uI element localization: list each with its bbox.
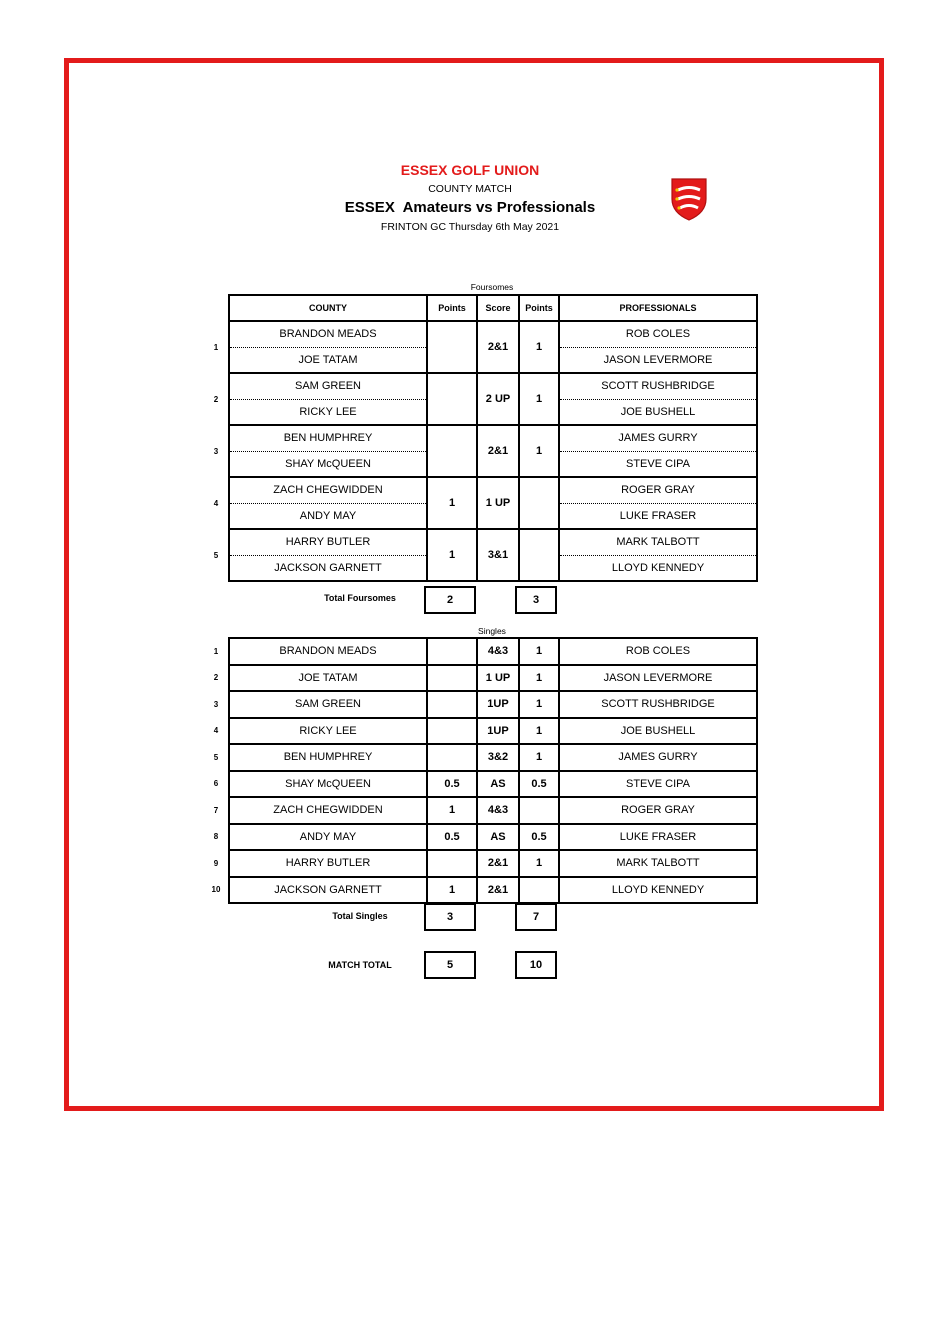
match-number: 3 (213, 446, 219, 456)
score-column-header: Score (477, 295, 519, 321)
singles-match-row (204, 771, 757, 798)
county-points (427, 425, 477, 477)
match-score: 1UP (477, 718, 519, 745)
foursomes-match-row (204, 529, 757, 555)
foursomes-table (204, 294, 758, 582)
essex-seaxes-shield-icon (668, 177, 710, 221)
county-column-header: COUNTY (229, 295, 427, 321)
total-foursomes-label: Total Foursomes (324, 593, 396, 603)
county-player: BRANDON MEADS (229, 638, 427, 665)
match-number: 1 (213, 342, 219, 352)
match-score: AS (477, 824, 519, 851)
foursomes-body (204, 321, 757, 581)
match-score: 3&1 (477, 529, 519, 581)
match-number: 4 (213, 726, 219, 736)
county-points: 1 (427, 797, 477, 824)
county-player: JOE TATAM (229, 665, 427, 692)
pro-points: 1 (519, 373, 559, 425)
match-score: 4&3 (477, 797, 519, 824)
county-points: 1 (427, 877, 477, 904)
pro-points: 0.5 (519, 824, 559, 851)
county-points (427, 665, 477, 692)
county-points: 0.5 (427, 824, 477, 851)
pro-points: 1 (519, 718, 559, 745)
match-score: 2&1 (477, 877, 519, 904)
county-points (427, 373, 477, 425)
pro-points: 0.5 (519, 771, 559, 798)
total-foursomes-county: 2 (424, 586, 476, 614)
total-singles-county: 3 (424, 903, 476, 931)
pro-points (519, 477, 559, 529)
county-player: JACKSON GARNETT (229, 877, 427, 904)
pro-player: JASON LEVERMORE (559, 347, 757, 373)
county-player: HARRY BUTLER (229, 850, 427, 877)
match-score: 1UP (477, 691, 519, 718)
match-number: 9 (213, 858, 219, 868)
pro-points-column-header: Points (519, 295, 559, 321)
county-player: ANDY MAY (229, 503, 427, 529)
match-score: 2 UP (477, 373, 519, 425)
match-number: 10 (211, 885, 221, 895)
match-number: 7 (213, 805, 219, 815)
match-score: 3&2 (477, 744, 519, 771)
singles-caption: Singles (478, 626, 506, 636)
pro-player: ROGER GRAY (559, 797, 757, 824)
pro-points: 1 (519, 425, 559, 477)
county-player: RICKY LEE (229, 399, 427, 425)
county-player: ZACH CHEGWIDDEN (229, 477, 427, 503)
pro-points: 1 (519, 850, 559, 877)
pro-player: JASON LEVERMORE (559, 665, 757, 692)
pro-player: JOE BUSHELL (559, 718, 757, 745)
county-points (427, 321, 477, 373)
county-points (427, 638, 477, 665)
total-singles-pros: 7 (515, 903, 557, 931)
county-points: 1 (427, 529, 477, 581)
page-title: ESSEX Amateurs vs Professionals (344, 199, 596, 216)
venue-date: FRINTON GC Thursday 6th May 2021 (380, 221, 560, 233)
match-number: 5 (213, 752, 219, 762)
singles-table (204, 637, 758, 904)
county-player: BEN HUMPHREY (229, 744, 427, 771)
pro-points: 1 (519, 744, 559, 771)
foursomes-match-row (204, 477, 757, 503)
union-title: ESSEX GOLF UNION (400, 162, 540, 178)
county-points (427, 718, 477, 745)
match-score: AS (477, 771, 519, 798)
county-match-label: COUNTY MATCH (428, 183, 512, 195)
pro-player: JAMES GURRY (559, 744, 757, 771)
pro-player: LUKE FRASER (559, 824, 757, 851)
county-points (427, 691, 477, 718)
pro-points (519, 529, 559, 581)
match-number: 5 (213, 550, 219, 560)
total-singles-label: Total Singles (332, 911, 388, 921)
county-player: BRANDON MEADS (229, 321, 427, 347)
pro-player: ROB COLES (559, 638, 757, 665)
match-number: 1 (213, 646, 219, 656)
singles-match-row (204, 718, 757, 745)
match-number: 8 (213, 832, 219, 842)
county-player: JOE TATAM (229, 347, 427, 373)
match-score: 4&3 (477, 638, 519, 665)
match-score: 2&1 (477, 321, 519, 373)
match-number: 2 (213, 394, 219, 404)
county-player: ANDY MAY (229, 824, 427, 851)
pro-points (519, 877, 559, 904)
county-player: SAM GREEN (229, 373, 427, 399)
match-score: 1 UP (477, 477, 519, 529)
county-player: BEN HUMPHREY (229, 425, 427, 451)
pro-player: LLOYD KENNEDY (559, 555, 757, 581)
professionals-column-header: PROFESSIONALS (559, 295, 757, 321)
match-score: 2&1 (477, 850, 519, 877)
match-number: 2 (213, 673, 219, 683)
pro-points: 1 (519, 665, 559, 692)
singles-match-row (204, 744, 757, 771)
county-points-column-header: Points (427, 295, 477, 321)
pro-player: SCOTT RUSHBRIDGE (559, 373, 757, 399)
pro-player: ROB COLES (559, 321, 757, 347)
singles-match-row (204, 850, 757, 877)
county-player: HARRY BUTLER (229, 529, 427, 555)
match-score: 2&1 (477, 425, 519, 477)
county-points: 0.5 (427, 771, 477, 798)
match-score: 1 UP (477, 665, 519, 692)
pro-player: SCOTT RUSHBRIDGE (559, 691, 757, 718)
singles-match-row (204, 877, 757, 904)
pro-points: 1 (519, 638, 559, 665)
foursomes-match-row (204, 425, 757, 451)
match-total-label: MATCH TOTAL (328, 960, 392, 970)
foursomes-match-row (204, 321, 757, 347)
pro-player: LLOYD KENNEDY (559, 877, 757, 904)
county-player: SAM GREEN (229, 691, 427, 718)
singles-match-row (204, 797, 757, 824)
pro-player: MARK TALBOTT (559, 529, 757, 555)
singles-body (204, 638, 757, 903)
pro-player: STEVE CIPA (559, 451, 757, 477)
pro-player: JOE BUSHELL (559, 399, 757, 425)
county-points: 1 (427, 477, 477, 529)
singles-match-row (204, 665, 757, 692)
foursomes-header-row (204, 295, 757, 321)
pro-player: ROGER GRAY (559, 477, 757, 503)
county-player: SHAY McQUEEN (229, 451, 427, 477)
county-player: RICKY LEE (229, 718, 427, 745)
match-total-county: 5 (424, 951, 476, 979)
county-points (427, 744, 477, 771)
pro-points: 1 (519, 321, 559, 373)
pro-player: LUKE FRASER (559, 503, 757, 529)
county-player: SHAY McQUEEN (229, 771, 427, 798)
singles-match-row (204, 638, 757, 665)
county-points (427, 850, 477, 877)
pro-points: 1 (519, 691, 559, 718)
foursomes-caption: Foursomes (470, 282, 514, 292)
total-foursomes-pros: 3 (515, 586, 557, 614)
singles-match-row (204, 824, 757, 851)
pro-player: MARK TALBOTT (559, 850, 757, 877)
pro-player: STEVE CIPA (559, 771, 757, 798)
match-number: 3 (213, 699, 219, 709)
match-total-pros: 10 (515, 951, 557, 979)
pro-points (519, 797, 559, 824)
pro-player: JAMES GURRY (559, 425, 757, 451)
match-number: 6 (213, 779, 219, 789)
county-player: ZACH CHEGWIDDEN (229, 797, 427, 824)
county-player: JACKSON GARNETT (229, 555, 427, 581)
match-number: 4 (213, 498, 219, 508)
foursomes-match-row (204, 373, 757, 399)
singles-match-row (204, 691, 757, 718)
